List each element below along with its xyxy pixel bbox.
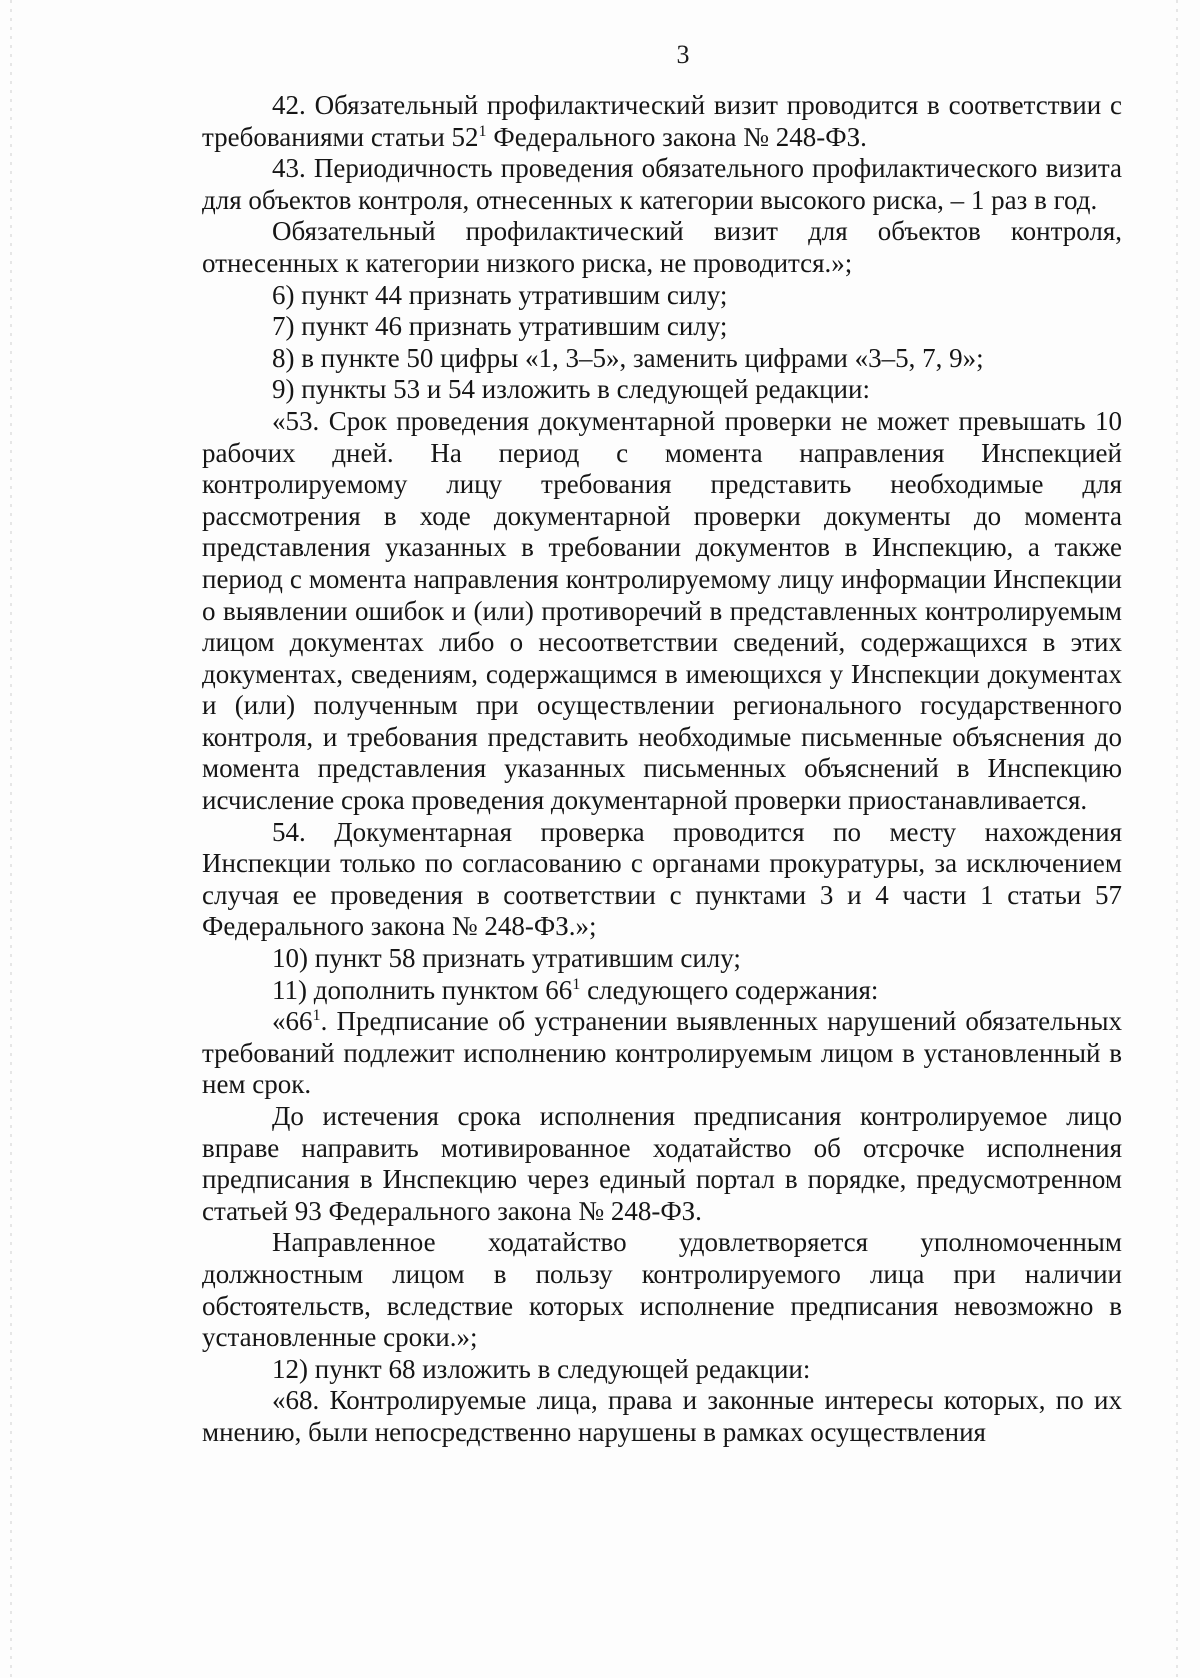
paragraph-68: «68. Контролируемые лица, права и законные интересы которых, по их мнению, были непосредственно нарушены в рамках осуществления: [202, 1385, 1122, 1447]
list-item-12: 12) пункт 68 изложить в следующей редакции:: [272, 1353, 811, 1384]
list-item-11: 11) дополнить пунктом $66^1$ следующего содержания:: [272, 974, 879, 1005]
list-item-7: 7) пункт 46 признать утратившим силу;: [272, 311, 728, 342]
list-item-6: 6) пункт 44 признать утратившим силу;: [272, 279, 728, 310]
scan-edge-left: [10, 0, 12, 1678]
paragraph-low-risk: Обязательный профилактический визит для объектов контроля, отнесенных к категории низкого риска, не проводится.»;: [202, 216, 1122, 278]
list-item-10: 10) пункт 58 признать утратившим силу;: [272, 943, 741, 974]
scan-edge-right: [1176, 0, 1178, 1678]
document-body: [202, 90, 1122, 1449]
paragraph-deferral: До истечения срока исполнения предписания контролируемое лицо вправе направить мотивированное ходатайство об отсрочке исполнения предписания в Инспекцию через единый портал в порядке, предусмотренном статьей 93 Федерального закона № 248-ФЗ.: [202, 1101, 1122, 1226]
paragraph-53: «53. Срок проведения документарной проверки не может превышать 10 рабочих дней. На период с момента направления Инспекцией контролируемому лицу требования представить необходимые для рассмотрения в ходе документарной проверки документы до момента представления указанных в требовании документов в Инспекцию, а также период с момента направления контролируемому лицу информации Инспекции о выявлении ошибок и (или) противоречий в представленных контролируемым лицом документах либо о несоответствии сведений, содержащихся в этих документах, сведениям, содержащимся в имеющихся у Инспекции документах и (или) полученным при осуществлении регионального государственного контроля, и требования представить необходимые письменные объяснения до момента представления указанных письменных объяснений в Инспекцию исчисление срока проведения документарной проверки приостанавливается.: [202, 405, 1122, 816]
paragraph-43: 43. Периодичность проведения обязательного профилактического визита для объектов контроля, отнесенных к категории высокого риска, – 1 раз в год.: [202, 153, 1122, 215]
paragraph-42: 42. Обязательный профилактический визит проводится в соответствии с требованиями статьи $52^1$ Федерального закона № 248-ФЗ.: [202, 90, 1122, 152]
paragraph-66-1: «$66^1$. Предписание об устранении выявленных нарушений обязательных требований подлежит исполнению контролируемым лицом в установленный в нем срок.: [202, 1006, 1122, 1100]
paragraph-petition: Направленное ходатайство удовлетворяется уполномоченным должностным лицом в пользу контролируемого лица при наличии обстоятельств, вследствие которых исполнение предписания невозможно в установленные сроки.»;: [202, 1227, 1122, 1353]
page-number: 3: [676, 40, 690, 69]
list-item-9: 9) пункты 53 и 54 изложить в следующей редакции:: [272, 374, 870, 405]
paragraph-54: 54. Документарная проверка проводится по месту нахождения Инспекции только по согласованию с органами прокуратуры, за исключением случая ее проведения в соответствии с пунктами 3 и 4 части 1 статьи 57 Федерального закона № 248-ФЗ.»;: [202, 816, 1122, 942]
list-item-8: 8) в пункте 50 цифры «1, 3–5», заменить цифрами «3–5, 7, 9»;: [272, 342, 984, 373]
